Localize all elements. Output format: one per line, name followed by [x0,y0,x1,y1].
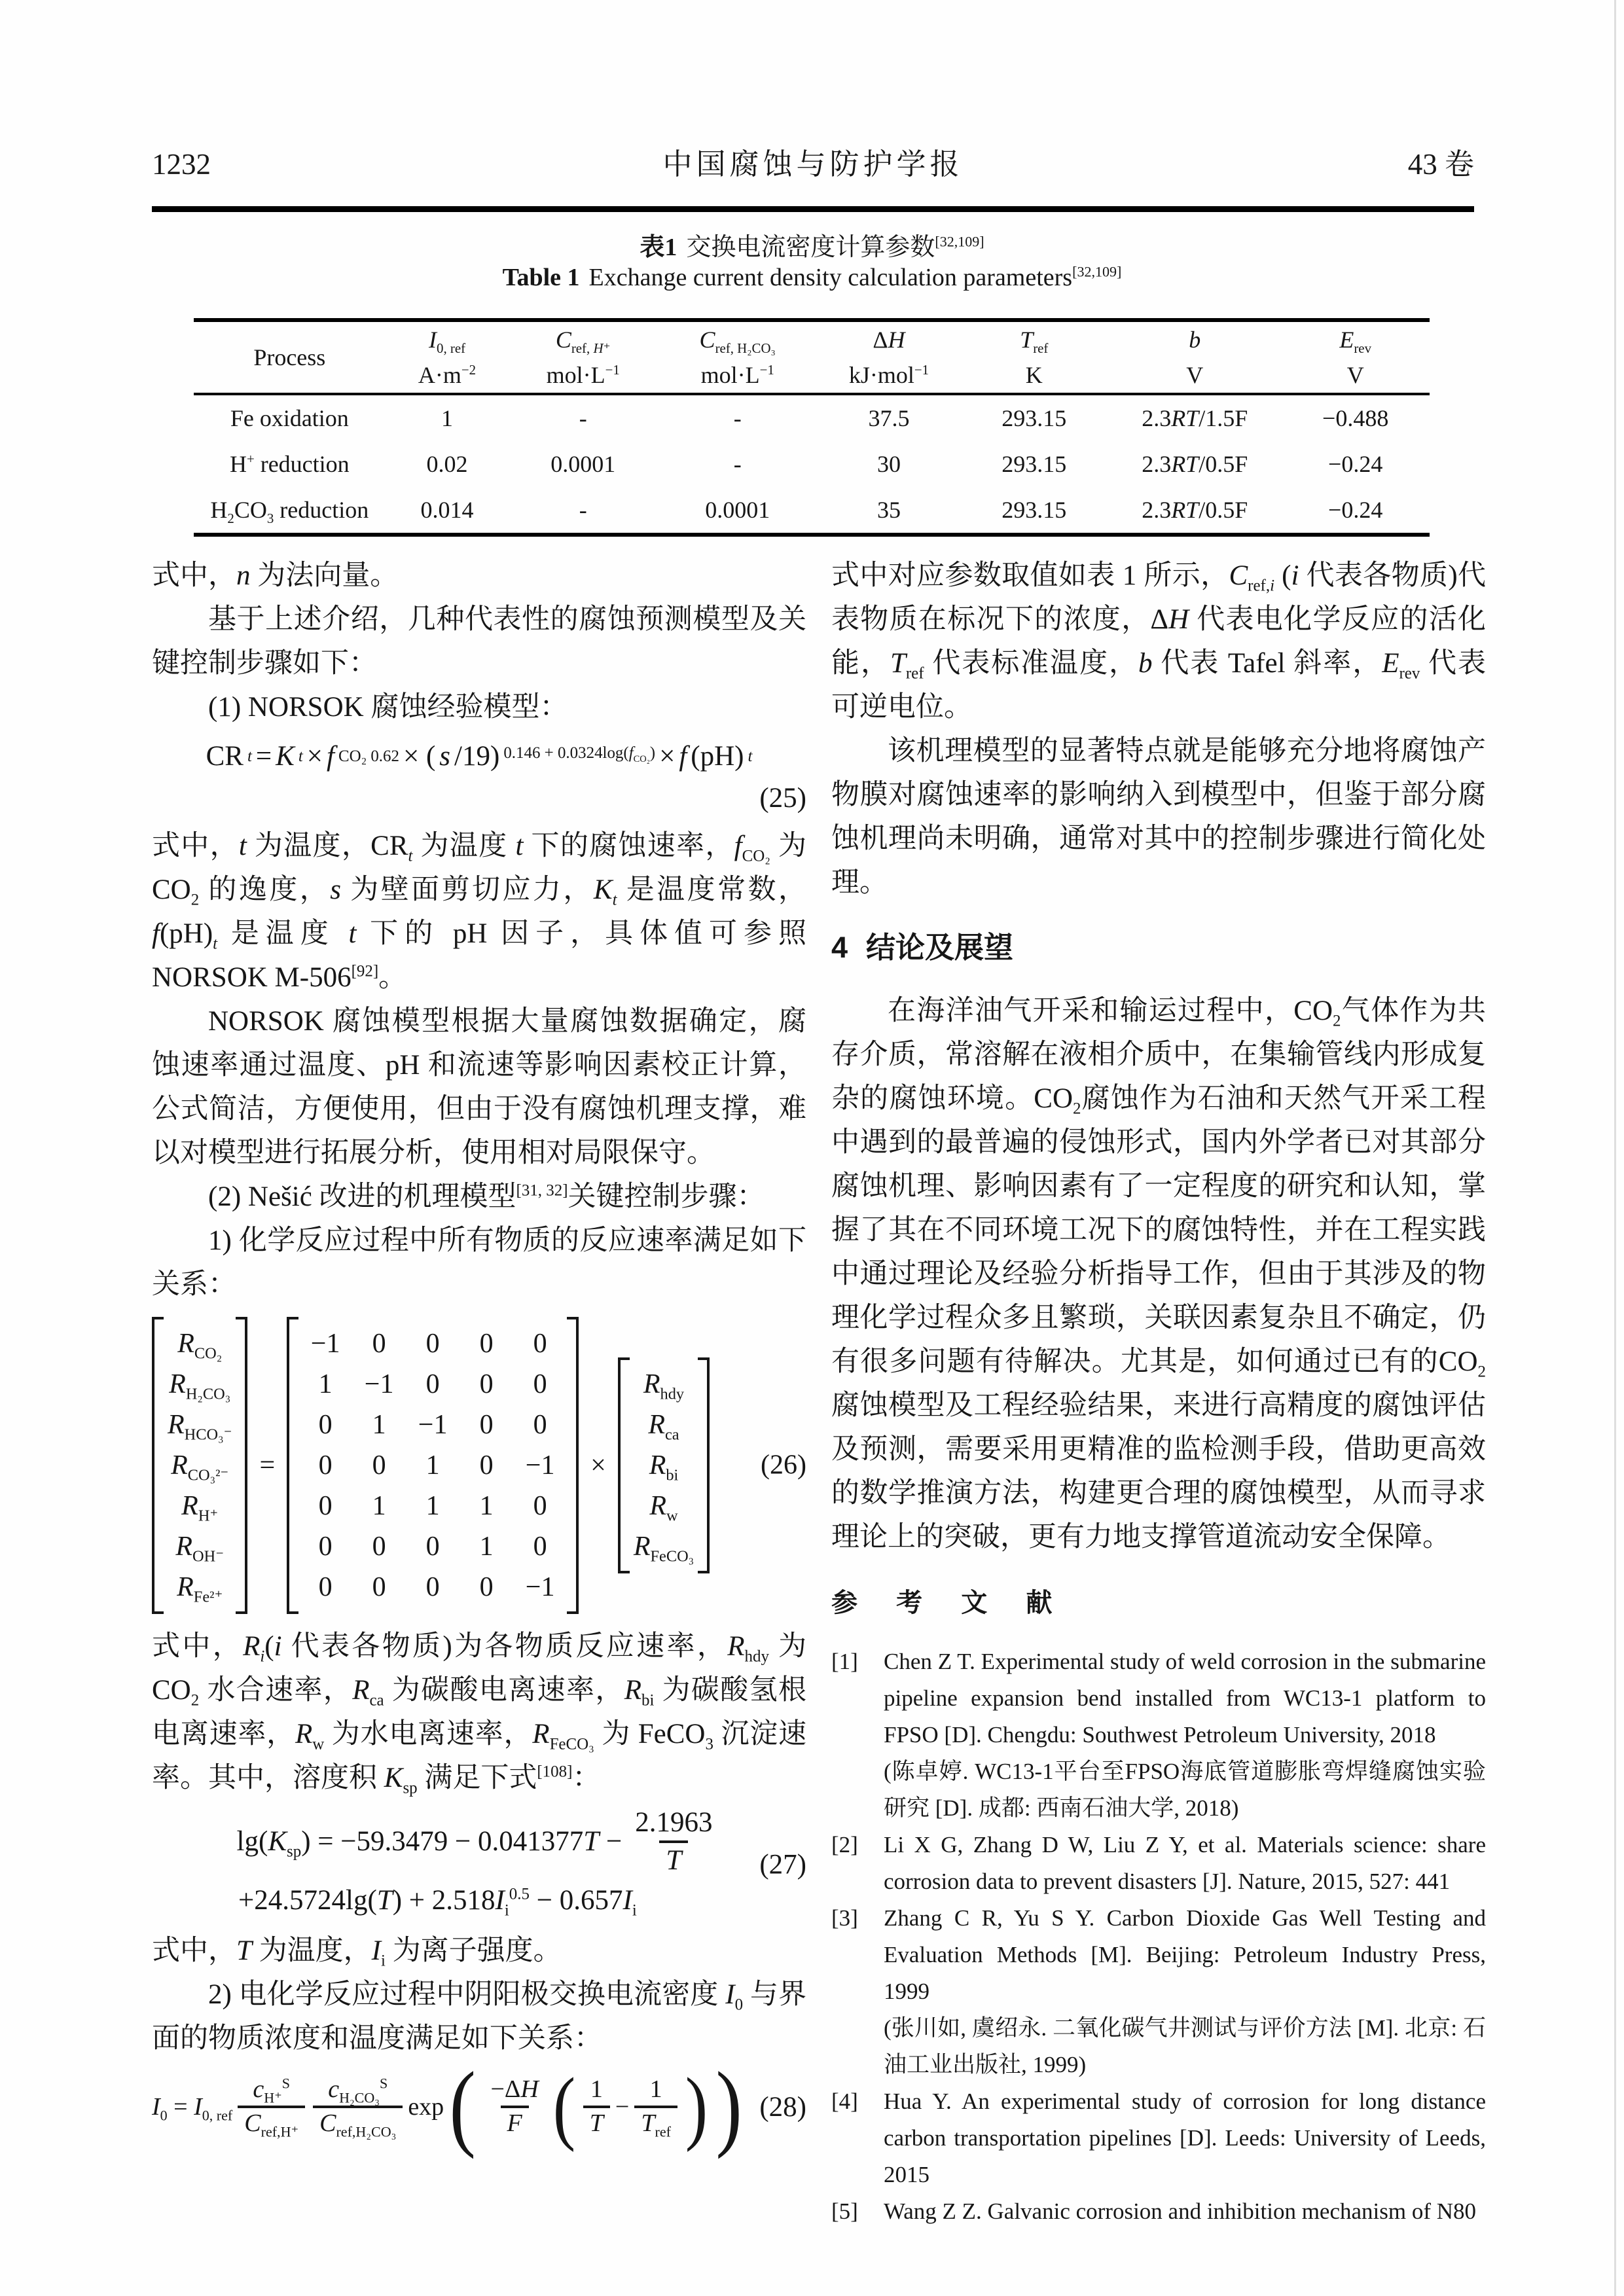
col-header-cref-h2co3: $C_{ref, H_2CO_3}$ $mol\cdot L^{-1}$ [657,320,818,394]
table-row-h2co3-reduction: $H_2CO_3$ reduction 0.014 - 0.0001 35 293.15 2.3RT/0.5F −0.24 [210,497,1383,527]
equation-27 [152,1805,806,1924]
equation-26-number: (26) [761,1450,806,1480]
eq28-exp-label: exp [408,2092,444,2121]
paragraph: (2) Nešić 改进的机理模型[31, 32]关键控制步骤： [208,1181,765,1212]
col-header-tref: $T_{ref}$ K [960,320,1109,394]
eq28-inner-open-paren: ( [552,2061,576,2153]
eq28-fraction-1t: $\frac{1}{T}$ [583,2074,610,2139]
reference-text-en: Chen Z T. Experimental study of weld corrosion in the submarine pipeline expansion bend installed from WC13-1 platform to FPSO [D]. Chengdu: Southwest Petroleum University, 2018 [884,1649,1486,1748]
reference-text-zh: (张川如, 虞绍永. 二氧化碳气井测试与评价方法 [M]. 北京: 石油工业出版社, 1999) [884,2015,1486,2077]
eq28-close-paren: ) [715,2053,742,2161]
paragraph: 该机理模型的显著特点就是能够充分地将腐蚀产物膜对腐蚀速率的影响纳入到模型中，但鉴于部分腐蚀机理尚未明确，通常对其中的控制步骤进行简化处理。 [831,736,1486,898]
eq28-fraction-h: $\frac{c_{H^+}^S}{C_{ref,H^+}}$ [238,2074,305,2139]
eq28-open-paren: ( [449,2053,477,2161]
table-row-h-reduction: H+ reduction 0.02 0.0001 - 30 293.15 2.3RT/0.5F −0.24 [229,451,1383,477]
volume-label: 43 卷 [1407,148,1474,181]
table-caption-zh-label: 表1 [640,234,677,261]
reference-text-en: Hua Y. An experimental study of corrosion for long distance carbon transportation pipelines [D]. Leeds: University of Leeds, 2015 [884,2089,1486,2187]
section-number: 4 [831,931,848,964]
eq28-minus: − [615,2092,630,2121]
eq26-times: × [590,1450,606,1480]
eq26-matrix: −1 0 0 0 0 1 −1 0 0 0 0 1 −1 0 0 0 0 1 0 −1 0 1 1 1 0 0 0 0 1 0 0 0 0 0 −1 [310,1329,555,1602]
eq28-lhs: $I_0 = I_{0, ref}$ [152,2092,233,2124]
equation-25-number: (25) [759,783,806,814]
table-caption-en [0,263,1624,292]
running-header [152,140,1474,183]
table-caption-en-text: Exchange current density calculation parameters [588,264,1073,291]
equation-27-line2: $+24.5724\lg(T) + 2.518I_i^{0.5} - 0.657I_i$ [238,1885,637,1920]
equation-26 [152,1317,806,1614]
reference-item: [2] Li X G, Zhang D W, Liu Z Y, et al. Materials science: share corrosion data to prevent disasters [J]. Nature, 2015, 527: 441 [831,1827,1486,1900]
section-heading-conclusion [831,925,1486,969]
paragraph: 1) 化学反应过程中所有物质的反应速率满足如下关系： [152,1225,806,1300]
col-header-cref-h: $C_{ref, H^+}$ $mol\cdot L^{-1}$ [509,320,657,394]
col-header-b: b V [1108,320,1281,394]
parameters-table [194,318,1430,537]
table-caption-zh-ref: [32,109] [935,233,984,250]
eq26-matrix-bracket [287,1317,579,1614]
table-row-fe-oxidation: Fe oxidation 1 - - 37.5 293.15 2.3RT/1.5F −0.488 [230,405,1389,431]
eq28-fraction-h2co3: $\frac{c_{H_2CO_3}^S}{C_{ref,H_2CO_3}}$ [313,2074,403,2139]
table-caption-zh [0,226,1624,262]
reference-text-en: Zhang C R, Yu S Y. Carbon Dioxide Gas Well Testing and Evaluation Methods [M]. Beijing: Petroleum Industry Press, 1999 [884,1905,1486,2004]
paragraph: 式中，$R_i(i$ 代表各物质)为各物质反应速率，$R_{hdy}$ 为 $CO_2$ 水合速率，$R_{ca}$ 为碳酸电离速率，$R_{bi}$ 为碳酸氢根电离速率，$R_w$ 为水电离速率，$R_{FeCO_3}$ 为 FeCO$_3$ 沉淀速率。其中，溶度积 $K_{sp}$ 满足下式[108]： [152,1631,807,1797]
equation-25-body: CR t = K t × f CO₂ 0.62 × ( s /19) $0.146 + 0.0324\log(f_{CO_2})$ × f (pH) t [206,741,753,772]
paragraph: 式中，T 为温度，$I_i$ 为离子强度。 [152,1935,562,1970]
eq27-fraction: $\frac{2.1963}{T}$ [628,1805,719,1878]
equation-28 [152,2053,806,2161]
paragraph: 基于上述介绍，几种代表性的腐蚀预测模型及关键控制步骤如下： [152,604,806,679]
reference-item: [3] Zhang C R, Yu S Y. Carbon Dioxide Gas Well Testing and Evaluation Methods [M]. Beijing: Petroleum Industry Press, 1999 (张川如, 虞绍永. 二氧化碳气井测试与评价方法 [M]. 北京: 石油工业出版社, 1999) [831,1900,1486,2083]
reference-text-zh: (陈卓婷. WC13-1平台至FPSO海底管道膨胀弯焊缝腐蚀实验研究 [D]. 成都: 西南石油大学, 2018) [884,1759,1486,1821]
eq28-fraction-dh: $\frac{-\Delta H}{F}$ [484,2074,545,2139]
reference-text-en: Wang Z Z. Galvanic corrosion and inhibition mechanism of N80 [884,2198,1477,2224]
paragraph: (1) NORSOK 腐蚀经验模型： [208,692,568,723]
page-number: 1232 [152,148,211,181]
parameters-table-wrap [194,318,1430,537]
paragraph: NORSOK 腐蚀模型根据大量腐蚀数据确定，腐蚀速率通过温度、pH 和流速等影响因素校正计算，公式简洁，方便使用，但由于没有腐蚀机理支撑，难以对模型进行拓展分析，使用相对局限保守。 [152,1006,806,1168]
table-header-row [194,320,1430,394]
equation-25 [152,734,806,819]
reference-item: [5] Wang Z Z. Galvanic corrosion and inhibition mechanism of N80 [831,2193,1486,2230]
eq28-inner-close-paren: ) [685,2061,708,2153]
header-rule [152,206,1474,212]
right-column [831,554,1486,2230]
table-caption-zh-text: 交换电流密度计算参数 [686,234,935,261]
eq26-lhs-vector: $R_{CO_2}$ $R_{H_2CO_3}$ $R_{HCO_3^-}$ $R_{CO_3^{2-}}$ $R_{H^+}$ $R_{OH^-}$ $R_{Fe^{2+}}$ [168,1329,232,1606]
equation-28-number: (28) [759,2091,806,2123]
table-caption-en-label: Table 1 [502,264,580,291]
equation-27-line1 [152,1805,806,1878]
paragraph: 式中，n 为法向量。 [152,560,399,591]
left-column [152,554,807,2161]
eq28-fraction-1tref: $\frac{1}{T_{ref}}$ [634,2074,677,2139]
table-caption-en-ref: [32,109] [1072,263,1122,280]
eq26-equals: = [259,1450,276,1480]
col-header-i0ref: $I_{0, ref}$ $A\cdot m^{-2}$ [386,320,509,394]
eq27-lhs: $\lg(K_{sp}) = -59.3479 - 0.041377T$ − [236,1826,623,1861]
paragraph: 式中对应参数取值如表 1 所示，$C_{ref,i}$ (i 代表各物质)代表物质在标况下的浓度，ΔH 代表电化学反应的活化能，$T_{ref}$ 代表标准温度，b 代表 Tafel 斜率，$E_{rev}$ 代表可逆电位。 [831,560,1487,723]
paragraph: 式中，t 为温度，$CR_t$ 为温度 t 下的腐蚀速率，$f_{CO_2}$ 为 $CO_2$ 的逸度，s 为壁面剪切应力，$K_t$ 是温度常数，$f(pH)_t$ 是温度 t 下的 pH 因子，具体值可参照 NORSOK M-506[92]。 [152,831,807,993]
eq26-rhs-bracket [618,1357,710,1573]
references-list [831,1643,1486,2230]
eq26-lhs-bracket [152,1317,247,1614]
col-header-dh: ΔH kJ·mol$^{-1}$ [818,320,960,394]
scan-artifact-line [1614,0,1616,2296]
section-title: 结论及展望 [866,931,1014,964]
reference-text-en: Li X G, Zhang D W, Liu Z Y, et al. Materials science: share corrosion data to prevent disasters [J]. Nature, 2015, 527: 441 [884,1832,1486,1894]
col-header-erev: $E_{rev}$ V [1281,320,1430,394]
journal-title: 中国腐蚀与防护学报 [662,148,964,181]
col-header-process: Process [194,320,386,394]
eq26-rhs-vector: $R_{hdy}$ $R_{ca}$ $R_{bi}$ $R_w$ $R_{FeCO_3}$ [633,1369,695,1566]
references-heading: 参 考 文 献 [831,1588,1068,1617]
reference-item: [1] Chen Z T. Experimental study of weld corrosion in the submarine pipeline expansion bend installed from WC13-1 platform to FPSO [D]. Chengdu: Southwest Petroleum University, 2018 (陈卓婷. WC13-1平台至FPSO海底管道膨胀弯焊缝腐蚀实验研究 [D]. 成都: 西南石油大学, 2018) [831,1643,1486,1827]
equation-27-number: (27) [759,1849,806,1880]
paragraph: 2) 电化学反应过程中阴阳极交换电流密度 $I_0$ 与界面的物质浓度和温度满足如下关系： [152,1979,806,2054]
reference-item: [4] Hua Y. An experimental study of corrosion for long distance carbon transportation pipelines [D]. Leeds: University of Leeds, 2015 [831,2083,1486,2193]
paragraph: 在海洋油气开采和输运过程中，$CO_2$气体作为共存介质，常溶解在液相介质中，在集输管线内形成复杂的腐蚀环境。$CO_2$腐蚀作为石油和天然气开采工程中遇到的最普遍的侵蚀形式，国内外学者已对其部分腐蚀机理、影响因素有了一定程度的研究和认知，掌握了其在不同环境工况下的腐蚀特性，并在工程实践中通过理论及经验分析指导工作，但由于其涉及的物理化学过程众多且繁琐，关联因素复杂且不确定，仍有很多问题有待解决。尤其是，如何通过已有的$CO_2$腐蚀模型及工程经验结果，来进行高精度的腐蚀评估及预测，需要采用更精准的监检测手段，借助更高效的数学推演方法，构建更合理的腐蚀模型，从而寻求理论上的突破，更有力地支撑管道流动安全保障。 [831,996,1487,1552]
